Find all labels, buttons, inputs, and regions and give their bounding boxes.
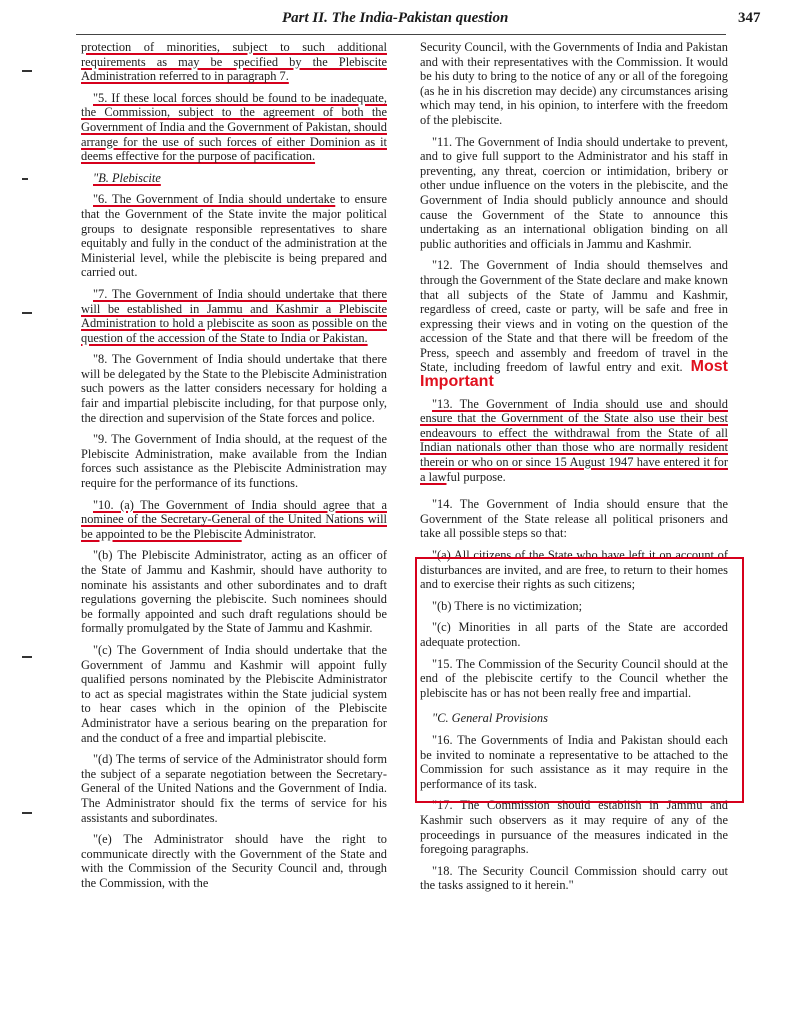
paragraph-12: "12. The Government of India should themselves and through the Government of the State declare and make known that all subjects of the State of Jammu and Kashmir, regardless of creed, caste or party, will be safe and free in expressing their views and in voting on the question of the accession of the State and that there will be freedom of the Press, speech and assembly and freedom of travel in the State, including freedom of lawful entry and exit. Most Important: [420, 258, 728, 391]
paragraph-14a: "(a) All citizens of the State who have left it on account of disturbances are invited, and are free, to return to their homes and to exercise their rights as such citizens;: [420, 548, 728, 592]
running-title: Part II. The India-Pakistan question: [282, 10, 509, 26]
margin-mark: [22, 312, 32, 314]
paragraph-15: "15. The Commission of the Security Council should at the end of the plebiscite certify to the Council whether the plebiscite has or has not been really free and impartial.: [420, 656, 728, 700]
paragraph-10c: "(c) The Government of India should undertake that the Government of Jammu and Kashmir will appoint fully qualified persons nominated by the Plebiscite Administrator to act as special magistrates within the State judicial system to hear cases which in the opinion of the Plebiscite Administrator have a serious bearing on the preparation for and the conduct of a free and impartial plebiscite.: [81, 642, 387, 745]
paragraph-continued: Security Council, with the Governments of India and Pakistan and with their representatives with the Commission. It would be his duty to bring to the notice of any or all of the foregoing (as he in his discretion may decide) any circumstances arising which may tend, in his opinion, to interfere with the freedom of the plebiscite.: [420, 40, 728, 127]
paragraph-16: "16. The Governments of India and Pakistan should each be invited to nominate a representative to be attached to the Commission for such assistance as it may require in the performance of its task.: [420, 732, 728, 791]
paragraph-14: "14. The Government of India should ensure that the Government of the State release all political prisoners and take all possible steps so that:: [420, 497, 728, 541]
margin-mark: [22, 70, 32, 72]
underlined-text: "13. The Government of India should use and should ensure that the Government of the State also use their best endeavours to effect the withdrawal from the State of all Indian nationals other than those who are normally resident therein or who on or since 15 August 1947 have entered it for a law: [420, 396, 728, 484]
paragraph-13: "13. The Government of India should use and should ensure that the Government of the State also use their best endeavours to effect the withdrawal from the State of all Indian nationals other than those who are normally resident therein or who on or since 15 August 1947 have entered it for a lawful purpose.: [420, 396, 728, 484]
margin-mark: [22, 812, 32, 814]
margin-mark: [22, 178, 28, 180]
page-header: [0, 0, 798, 34]
page-number: 347: [738, 10, 761, 26]
paragraph-5: [81, 91, 387, 164]
paragraph-6: "6. The Government of India should undertake to ensure that the Government of the State invite the major political groups to designate responsible representatives to share equitably and fully in the conduct of the administration at the Ministerial level, while the plebiscite is being prepared and carried out.: [81, 192, 387, 280]
underlined-text: protection of minorities, subject to such additional requirements as may be specified by the Plebiscite Administration referred to in paragraph 7.: [81, 40, 387, 84]
paragraph-8: "8. The Government of India should undertake that there will be delegated by the State to the Plebiscite Administration such powers as the latter considers necessary for holding a fair and impartial plebiscite including, for that purpose only, the direction and supervision of the State forces and police.: [81, 352, 387, 425]
paragraph-9: "9. The Government of India should, at the request of the Plebiscite Administration, make available from the Indian forces such assistance as the Plebiscite Administration may require for the performance of its functions.: [81, 432, 387, 491]
paragraph-14c: "(c) Minorities in all parts of the State are accorded adequate protection.: [420, 620, 728, 649]
paragraph-10b: "(b) The Plebiscite Administrator, acting as an officer of the State of Jammu and Kashmir, should have authority to nominate his assistants and other subordinates and to draft regulations governing the plebiscite. Such nominees should be formally appointed and such draft regulations should be formally promulgated by the State of Jammu and Kashmir.: [81, 548, 387, 636]
highlight-box: [415, 557, 744, 803]
paragraph-18: "18. The Security Council Commission should carry out the tasks assigned to it herein.": [420, 863, 728, 893]
paragraph-11: "11. The Government of India should undertake to prevent, and to give full support to the Administrator and his staff in preventing, any threat, coercion or intimidation, bribery or other undue influence on the voters in the plebiscite, and the Government of India should publicly announce and should cause the Government of the State to announce this undertaking as an international obligation binding on all public authorities and officials in Jammu and Kashmir.: [420, 134, 728, 251]
underlined-text: "10. (a) The Government of India should agree that a nominee of the Secretary-General of the United Nations will be appointed to be the Plebiscite: [81, 497, 387, 541]
handwritten-note: Most Important: [420, 358, 728, 391]
header-rule: [76, 34, 726, 35]
paragraph-10e: "(e) The Administrator should have the right to communicate directly with the Government of the State and with the Commission of the Security Council and, through the Commission, with the: [81, 832, 387, 890]
left-column: [81, 40, 387, 897]
underlined-text: "7. The Government of India should undertake that there will be established in Jammu and Kashmir a Plebiscite Administration to hold a plebiscite as soon as possible on the question of the accession of the State to India or Pakistan.: [81, 286, 387, 345]
section-heading-c: "C. General Provisions: [432, 711, 548, 726]
margin-mark: [22, 656, 32, 658]
paragraph-continued: [81, 40, 387, 84]
paragraph-7: [81, 287, 387, 345]
paragraph-17: "17. The Commission should establish in Jammu and Kashmir such observers as it may require of any of the proceedings in pursuance of the measures indicated in the foregoing paragraphs.: [420, 798, 728, 857]
paragraph-10a: "10. (a) The Government of India should agree that a nominee of the Secretary-General of the United Nations will be appointed to be the Plebiscite Administrator.: [81, 497, 387, 541]
underlined-text: "6. The Government of India should undertake: [93, 192, 336, 207]
paragraph-14b: "(b) There is no victimization;: [432, 598, 583, 613]
paragraph-10d: "(d) The terms of service of the Administrator should form the subject of a separate negotiation between the Secretary-General of the United Nations and the Government of India. The Administrator should fix the terms of service for his assistants and subordinates.: [81, 752, 387, 825]
underlined-text: "5. If these local forces should be found to be inadequate, the Commission, subject to the agreement of both the Government of India and the Government of Pakistan, should arrange for the use of such forces of either Dominion as it deems effective for the purpose of pacification.: [81, 90, 387, 164]
section-heading-b: "B. Plebiscite: [93, 170, 161, 185]
